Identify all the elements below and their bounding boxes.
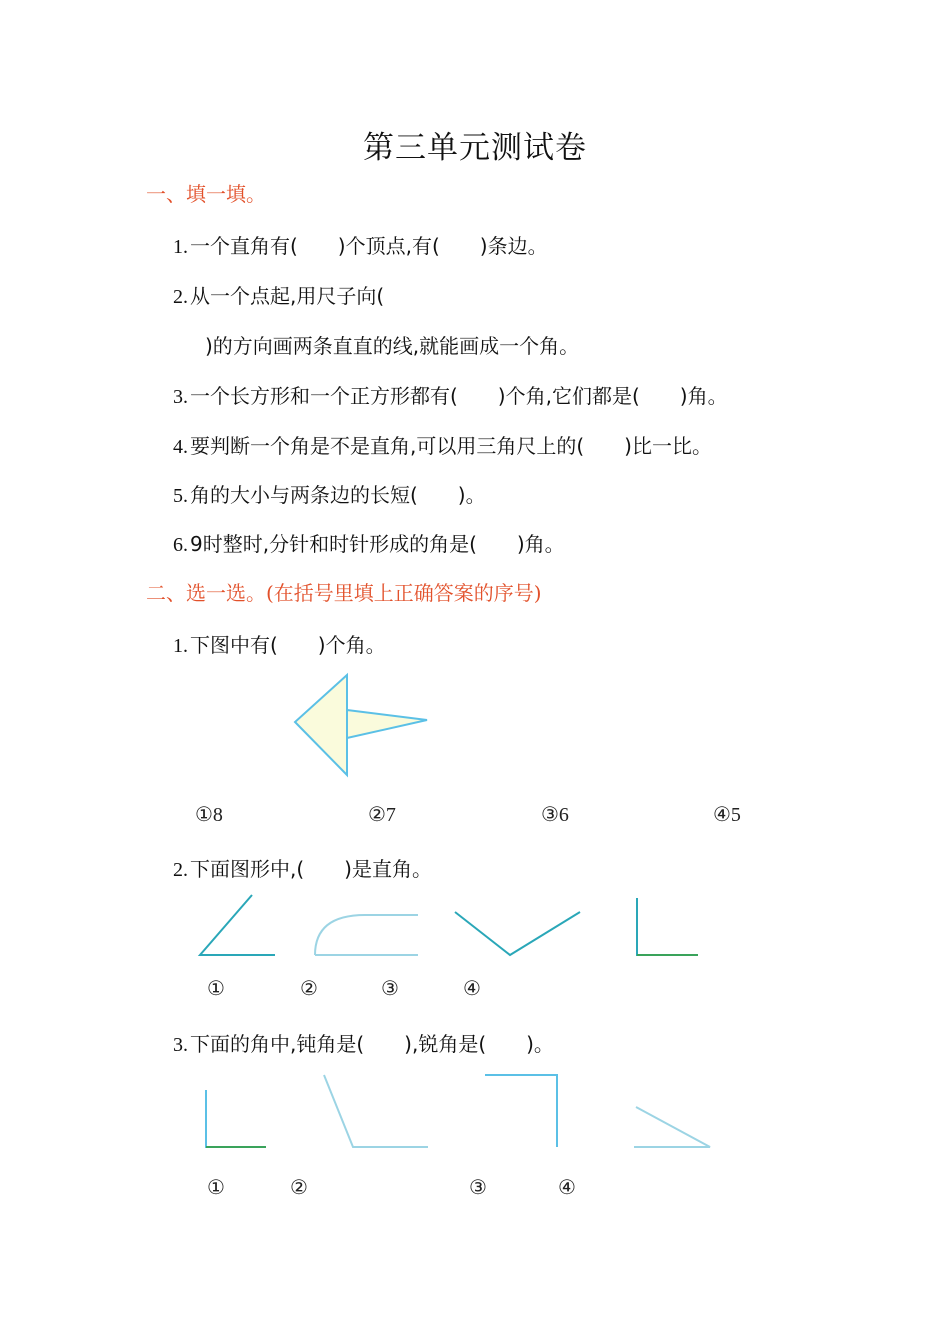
s2-q1-option-1: ①8 — [195, 804, 223, 826]
section-2-heading: 二、选一选。(在括号里填上正确答案的序号) — [146, 581, 542, 605]
question-text: 角的大小与两条边的长短( )。 — [190, 483, 486, 507]
s2-q1-option-2: ②7 — [368, 804, 396, 826]
question-text: 下面的角中,钝角是( ),锐角是( )。 — [190, 1032, 554, 1056]
question-text: 要判断一个角是不是直角,可以用三角尺上的( )比一比。 — [190, 434, 712, 458]
q3-figures — [190, 1065, 720, 1160]
s2-q3-label-3: ③ — [469, 1177, 487, 1199]
s2-question-1 — [173, 629, 386, 658]
question-text: 一个长方形和一个正方形都有( )个角,它们都是( )角。 — [190, 384, 728, 408]
question-number: 3. — [173, 386, 188, 408]
question-text: 一个直角有( )个顶点,有( )条边。 — [190, 234, 548, 258]
section-1-heading: 一、填一填。 — [146, 182, 266, 206]
q2-figure-1-acute-angle — [200, 895, 275, 955]
s1-question-4 — [173, 430, 712, 459]
s1-question-6 — [173, 528, 565, 557]
s2-q3-label-1: ① — [207, 1177, 225, 1199]
s1-question-2-continued: )的方向画两条直直的线,就能画成一个角。 — [205, 334, 580, 358]
q3-figure-1-right-angle — [206, 1090, 266, 1147]
arrow-figure — [290, 670, 435, 780]
q2-figure-2-curved-shape — [315, 915, 418, 955]
question-number: 4. — [173, 436, 188, 458]
question-text: 9时整时,分针和时针形成的角是( )角。 — [190, 532, 565, 556]
question-number: 5. — [173, 485, 188, 507]
question-number: 6. — [173, 534, 188, 556]
q2-figures — [190, 890, 710, 965]
s1-question-2 — [173, 280, 384, 309]
question-text: 下面图形中,( )是直角。 — [190, 857, 432, 881]
s2-q2-label-2: ② — [300, 978, 318, 1000]
question-text: 从一个点起,用尺子向( — [190, 284, 385, 308]
q3-figure-3-right-angle — [485, 1075, 557, 1147]
s2-q1-option-4: ④5 — [713, 804, 741, 826]
question-number: 1. — [173, 635, 188, 657]
s1-question-1 — [173, 230, 548, 259]
s2-q2-label-1: ① — [207, 978, 225, 1000]
q2-figure-3-v-shape — [455, 912, 580, 955]
q3-figure-4-acute-angle — [634, 1107, 710, 1147]
question-number: 2. — [173, 286, 188, 308]
q2-figure-4-right-angle — [637, 898, 698, 955]
s2-q1-option-3: ③6 — [541, 804, 569, 826]
arrow-head-shape — [295, 675, 347, 775]
arrow-tail-shape — [347, 710, 427, 738]
s2-question-2 — [173, 853, 432, 882]
s2-q3-label-4: ④ — [558, 1177, 576, 1199]
question-number: 1. — [173, 236, 188, 258]
q3-figure-2-obtuse-angle — [324, 1075, 428, 1147]
question-number: 2. — [173, 859, 188, 881]
s1-question-3 — [173, 380, 728, 409]
s2-q2-label-4: ④ — [463, 978, 481, 1000]
page-title: 第三单元测试卷 — [363, 130, 587, 166]
question-text: 下图中有( )个角。 — [190, 633, 386, 657]
s2-q2-label-3: ③ — [381, 978, 399, 1000]
s2-question-3 — [173, 1028, 554, 1057]
question-number: 3. — [173, 1034, 188, 1056]
s2-q3-label-2: ② — [290, 1177, 308, 1199]
s1-question-5 — [173, 479, 486, 508]
